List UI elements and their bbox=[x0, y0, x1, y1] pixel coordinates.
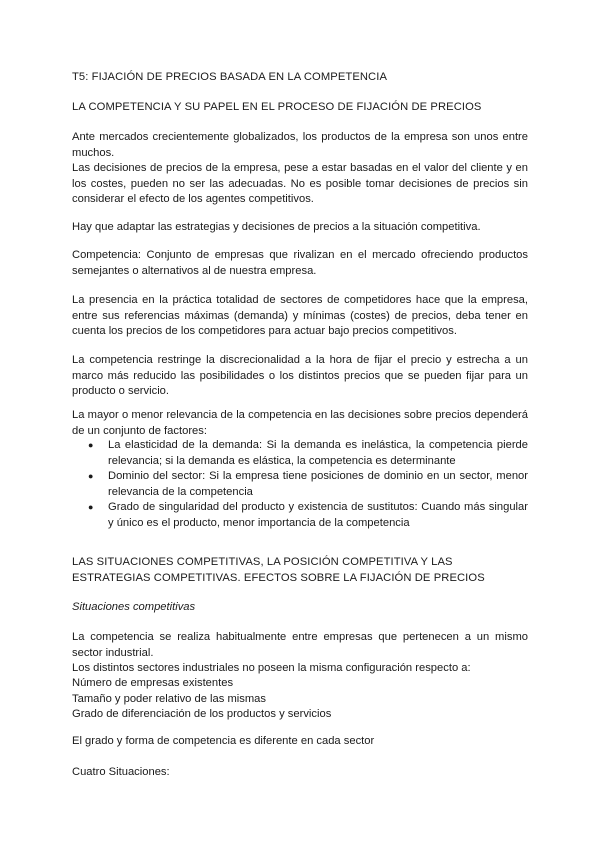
list-item: Número de empresas existentes bbox=[72, 677, 234, 689]
paragraph-definicion-competencia: Competencia: Conjunto de empresas que rivalizan en el mercado ofreciendo productos semejantes o alternativos al de nuestra empresa. bbox=[72, 249, 528, 277]
paragraph-relevancia-factores: La mayor o menor relevancia de la competencia en las decisiones sobre precios dependerá de un conjunto de factores: bbox=[72, 409, 528, 437]
bullet-text-elasticidad: La elasticidad de la demanda: Si la demanda es inelástica, la competencia pierde relevancia; si la demanda es elástica, la competencia es determinante bbox=[108, 439, 528, 467]
bullet-text-dominio: Dominio del sector: Si la empresa tiene posiciones de dominio en un sector, menor relevancia de la competencia bbox=[108, 470, 528, 498]
section-heading-competencia: LA COMPETENCIA Y SU PAPEL EN EL PROCESO DE FIJACIÓN DE PRECIOS bbox=[72, 101, 482, 113]
paragraph-presencia-competidores: La presencia en la práctica totalidad de sectores de competidores hace que la empresa, entre sus referencias máximas (demanda) y mínimas (costes) de precios, deba tener en cuenta los precios de los competidores para actuar bajo precios competitivos. bbox=[72, 294, 528, 338]
bullet-icon: ● bbox=[88, 440, 94, 450]
bullet-text-singularidad: Grado de singularidad del producto y existencia de sustitutos: Cuando más singular y único es el producto, menor importancia de la competencia bbox=[108, 501, 528, 529]
bullet-icon: ● bbox=[88, 502, 94, 513]
paragraph-decisiones-precios: Las decisiones de precios de la empresa, pese a estar basadas en el valor del cliente y en los costes, pueden no ser las adecuadas. No es posible tomar decisiones de precios sin considerar el efecto de los agentes competitivos. bbox=[72, 162, 528, 206]
list-item: Grado de diferenciación de los productos y servicios bbox=[72, 708, 332, 721]
paragraph-cuatro-situaciones: Cuatro Situaciones: bbox=[72, 766, 170, 778]
configuration-list bbox=[72, 676, 528, 723]
list-item bbox=[72, 438, 528, 469]
paragraph-mismo-sector: La competencia se realiza habitualmente entre empresas que pertenecen a un mismo sector industrial. bbox=[72, 631, 528, 659]
list-item bbox=[72, 469, 528, 500]
paragraph-grado-forma: El grado y forma de competencia es diferente en cada sector bbox=[72, 735, 375, 747]
subheading-situaciones-competitivas: Situaciones competitivas bbox=[72, 601, 196, 613]
list-item bbox=[72, 500, 528, 531]
section-heading-situaciones: LAS SITUACIONES COMPETITIVAS, LA POSICIÓN COMPETITIVA Y LAS ESTRATEGIAS COMPETITIVAS. EFECTOS SOBRE LA FIJACIÓN DE PRECIOS bbox=[72, 556, 485, 584]
bullet-icon: ● bbox=[88, 471, 94, 482]
document-title: T5: FIJACIÓN DE PRECIOS BASADA EN LA COMPETENCIA bbox=[72, 71, 388, 83]
factors-bullet-list bbox=[72, 438, 528, 532]
paragraph-mercados-globalizados: Ante mercados crecientemente globalizados, los productos de la empresa son unos entre muchos. bbox=[72, 131, 528, 159]
paragraph-discrecionalidad: La competencia restringe la discrecionalidad a la hora de fijar el precio y estrecha a un marco más reducido las posibilidades o los distintos precios que se pueden fijar para un producto o servicio. bbox=[72, 354, 528, 398]
paragraph-adaptar-estrategias: Hay que adaptar las estrategias y decisiones de precios a la situación competitiva. bbox=[72, 221, 481, 233]
paragraph-configuracion: Los distintos sectores industriales no poseen la misma configuración respecto a: bbox=[72, 662, 471, 674]
list-item: Tamaño y poder relativo de las mismas bbox=[72, 692, 266, 705]
